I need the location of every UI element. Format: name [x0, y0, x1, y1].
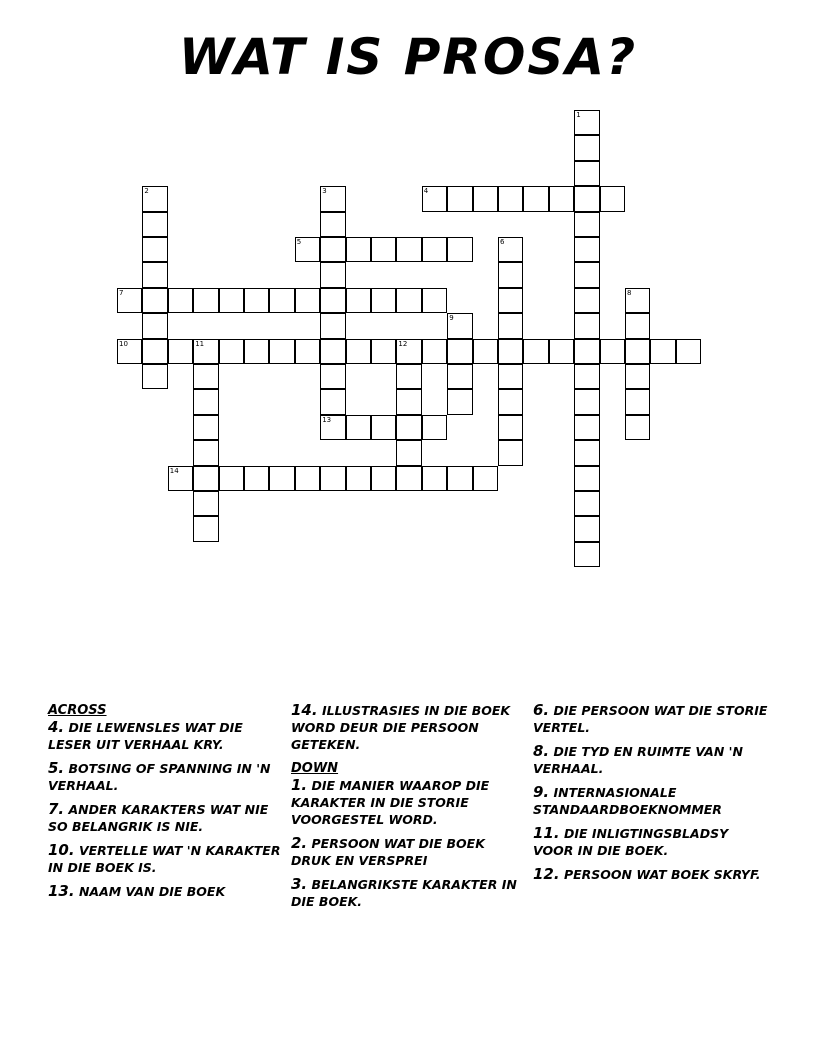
clues-column-3: [533, 702, 769, 890]
grid-cell[interactable]: [193, 516, 218, 541]
clues-column-1: [48, 702, 284, 907]
grid-clue-number: 14: [169, 466, 179, 475]
grid-cell[interactable]: [346, 466, 371, 491]
grid-cell[interactable]: [142, 313, 167, 338]
grid-cell[interactable]: [295, 237, 320, 262]
clue-text: DIE TYD EN RUIMTE VAN 'N VERHAAL.: [533, 744, 743, 776]
grid-cell[interactable]: [219, 466, 244, 491]
grid-cell[interactable]: [396, 415, 421, 440]
grid-cell[interactable]: [320, 466, 345, 491]
grid-cell[interactable]: [422, 339, 447, 364]
grid-cell[interactable]: [574, 212, 599, 237]
grid-cell[interactable]: [371, 288, 396, 313]
grid-cell[interactable]: [625, 415, 650, 440]
clue-number: 10.: [48, 841, 75, 859]
grid-clue-number: 9: [449, 314, 454, 323]
grid-cell[interactable]: [574, 186, 599, 211]
clue-text: DIE MANIER WAAROP DIE KARAKTER IN DIE STORIE VOORGESTEL WORD.: [291, 778, 490, 827]
clue-down-6: [533, 702, 769, 736]
clue-text: VERTELLE WAT 'N KARAKTER IN DIE BOEK IS.: [48, 843, 281, 875]
grid-cell[interactable]: [574, 135, 599, 160]
grid-cell[interactable]: [371, 237, 396, 262]
grid-cell[interactable]: [142, 339, 167, 364]
clue-across-13: [48, 883, 284, 900]
grid-cell[interactable]: [295, 339, 320, 364]
grid-clue-number: 1: [576, 111, 581, 119]
grid-cell[interactable]: [168, 466, 193, 491]
grid-cell[interactable]: [244, 466, 269, 491]
grid-cell[interactable]: [574, 110, 599, 135]
grid-cell[interactable]: [574, 364, 599, 389]
clue-down-12: [533, 866, 769, 883]
grid-cell[interactable]: [498, 440, 523, 465]
clue-across-5: [48, 760, 284, 794]
grid-cell[interactable]: [193, 389, 218, 414]
grid-cell[interactable]: [498, 262, 523, 287]
grid-cell[interactable]: [650, 339, 675, 364]
grid-cell[interactable]: [498, 389, 523, 414]
grid-cell[interactable]: [193, 364, 218, 389]
grid-cell[interactable]: [625, 364, 650, 389]
grid-cell[interactable]: [396, 440, 421, 465]
grid-cell[interactable]: [117, 339, 142, 364]
grid-cell[interactable]: [396, 389, 421, 414]
grid-cell[interactable]: [193, 415, 218, 440]
clue-across-7: [48, 801, 284, 835]
grid-cell[interactable]: [498, 237, 523, 262]
grid-clue-number: 13: [322, 415, 332, 424]
grid-cell[interactable]: [574, 542, 599, 567]
grid-cell[interactable]: [574, 491, 599, 516]
grid-cell[interactable]: [320, 186, 345, 211]
grid-clue-number: 5: [296, 238, 302, 246]
grid-cell[interactable]: [371, 339, 396, 364]
clue-number: 14.: [291, 701, 318, 719]
clue-text: DIE PERSOON WAT DIE STORIE VERTEL.: [533, 703, 768, 735]
grid-cell[interactable]: [142, 262, 167, 287]
grid-cell[interactable]: [600, 186, 625, 211]
grid-cell[interactable]: [625, 389, 650, 414]
grid-cell[interactable]: [447, 466, 472, 491]
grid-clue-number: 12: [398, 339, 408, 348]
grid-cell[interactable]: [422, 466, 447, 491]
grid-cell[interactable]: [142, 212, 167, 237]
grid-cell[interactable]: [574, 440, 599, 465]
clue-down-2: [291, 835, 527, 869]
clue-text: NAAM VAN DIE BOEK: [78, 884, 226, 899]
grid-cell[interactable]: [447, 313, 472, 338]
grid-cell[interactable]: [574, 339, 599, 364]
grid-cell[interactable]: [320, 389, 345, 414]
grid-cell[interactable]: [422, 288, 447, 313]
clue-down-9: [533, 784, 769, 818]
grid-cell[interactable]: [574, 313, 599, 338]
grid-cell[interactable]: [269, 466, 294, 491]
grid-cell[interactable]: [396, 288, 421, 313]
grid-cell[interactable]: [447, 339, 472, 364]
clue-number: 11.: [533, 824, 560, 842]
grid-cell[interactable]: [142, 237, 167, 262]
grid-clue-number: 4: [423, 187, 429, 196]
grid-cell[interactable]: [574, 415, 599, 440]
grid-cell[interactable]: [117, 288, 142, 313]
grid-cell[interactable]: [422, 186, 447, 211]
grid-cell[interactable]: [168, 288, 193, 313]
grid-clue-number: 3: [322, 187, 327, 196]
clue-down-1: [291, 777, 527, 828]
clue-number: 8.: [533, 742, 550, 760]
grid-cell[interactable]: [447, 186, 472, 211]
grid-cell[interactable]: [574, 262, 599, 287]
clue-text: DIE INLIGTINGSBLADSY VOOR IN DIE BOEK.: [533, 826, 729, 858]
grid-cell[interactable]: [193, 491, 218, 516]
grid-clue-number: 7: [119, 288, 124, 297]
across-heading: ACROSS: [48, 703, 107, 718]
clues-column-2: [291, 702, 527, 917]
grid-cell[interactable]: [498, 288, 523, 313]
grid-cell[interactable]: [346, 237, 371, 262]
grid-cell[interactable]: [574, 237, 599, 262]
clue-number: 9.: [533, 783, 550, 801]
grid-cell[interactable]: [295, 466, 320, 491]
grid-cell[interactable]: [447, 389, 472, 414]
grid-clue-number: 8: [627, 288, 632, 297]
grid-cell[interactable]: [574, 389, 599, 414]
grid-cell[interactable]: [422, 237, 447, 262]
grid-cell[interactable]: [320, 364, 345, 389]
grid-cell[interactable]: [219, 288, 244, 313]
grid-cell[interactable]: [396, 237, 421, 262]
grid-cell[interactable]: [422, 415, 447, 440]
grid-cell[interactable]: [346, 288, 371, 313]
grid-cell[interactable]: [498, 339, 523, 364]
grid-cell[interactable]: [549, 186, 574, 211]
grid-cell[interactable]: [142, 288, 167, 313]
clue-text: BOTSING OF SPANNING IN 'N VERHAAL.: [48, 761, 271, 793]
grid-cell[interactable]: [523, 339, 548, 364]
grid-cell[interactable]: [320, 313, 345, 338]
grid-cell[interactable]: [320, 415, 345, 440]
down-heading: DOWN: [291, 761, 339, 776]
clue-number: 1.: [291, 776, 308, 794]
clue-number: 6.: [533, 701, 550, 719]
grid-cell[interactable]: [396, 466, 421, 491]
clue-number: 5.: [48, 759, 65, 777]
clue-number: 3.: [291, 875, 308, 893]
grid-cell[interactable]: [625, 313, 650, 338]
grid-cell[interactable]: [447, 237, 472, 262]
clue-down-3: [291, 876, 527, 910]
grid-cell[interactable]: [193, 466, 218, 491]
clue-text: BELANGRIKSTE KARAKTER IN DIE BOEK.: [291, 877, 517, 909]
clue-number: 2.: [291, 834, 308, 852]
grid-cell[interactable]: [320, 237, 345, 262]
clue-across-4: [48, 719, 284, 753]
grid-cell[interactable]: [320, 288, 345, 313]
grid-cell[interactable]: [447, 364, 472, 389]
clue-across-14: [291, 702, 527, 753]
grid-cell[interactable]: [523, 186, 548, 211]
grid-cell[interactable]: [498, 415, 523, 440]
grid-cell[interactable]: [549, 339, 574, 364]
grid-cell[interactable]: [219, 339, 244, 364]
clue-across-10: [48, 842, 284, 876]
clue-number: 13.: [48, 882, 75, 900]
grid-cell[interactable]: [473, 466, 498, 491]
clue-text: INTERNASIONALE STANDAARDBOEKNOMMER: [533, 785, 722, 817]
grid-cell[interactable]: [320, 262, 345, 287]
grid-cell[interactable]: [625, 288, 650, 313]
grid-cell[interactable]: [625, 339, 650, 364]
grid-cell[interactable]: [498, 186, 523, 211]
clue-text: DIE LEWENSLES WAT DIE LESER UIT VERHAAL KRY.: [48, 720, 243, 752]
grid-cell[interactable]: [168, 339, 193, 364]
grid-clue-number: 2: [144, 187, 149, 196]
clue-number: 7.: [48, 800, 65, 818]
grid-clue-number: 10: [119, 339, 128, 348]
grid-cell[interactable]: [320, 339, 345, 364]
grid-cell[interactable]: [574, 466, 599, 491]
grid-cell[interactable]: [574, 288, 599, 313]
clue-number: 12.: [533, 865, 560, 883]
grid-cell[interactable]: [269, 288, 294, 313]
grid-cell[interactable]: [574, 161, 599, 186]
grid-cell[interactable]: [498, 313, 523, 338]
grid-clue-number: 11: [195, 339, 205, 348]
grid-cell[interactable]: [193, 339, 218, 364]
grid-cell[interactable]: [244, 288, 269, 313]
clue-text: ILLUSTRASIES IN DIE BOEK WORD DEUR DIE PERSOON GETEKEN.: [291, 703, 511, 752]
grid-cell[interactable]: [142, 186, 167, 211]
clue-down-8: [533, 743, 769, 777]
grid-cell[interactable]: [193, 440, 218, 465]
page-title: WAT IS PROSA?: [178, 28, 638, 86]
grid-cell[interactable]: [244, 339, 269, 364]
clue-text: PERSOON WAT DIE BOEK DRUK EN VERSPREI: [291, 836, 485, 868]
grid-cell[interactable]: [269, 339, 294, 364]
clue-text: ANDER KARAKTERS WAT NIE SO BELANGRIK IS NIE.: [48, 802, 269, 834]
grid-cell[interactable]: [371, 466, 396, 491]
grid-cell[interactable]: [193, 288, 218, 313]
grid-cell[interactable]: [371, 415, 396, 440]
clue-number: 4.: [48, 718, 65, 736]
grid-cell[interactable]: [473, 339, 498, 364]
grid-cell[interactable]: [346, 415, 371, 440]
grid-cell[interactable]: [295, 288, 320, 313]
grid-cell[interactable]: [142, 364, 167, 389]
grid-cell[interactable]: [346, 339, 371, 364]
grid-cell[interactable]: [396, 339, 421, 364]
grid-cell[interactable]: [574, 516, 599, 541]
grid-cell[interactable]: [320, 212, 345, 237]
clue-down-11: [533, 825, 769, 859]
grid-cell[interactable]: [396, 364, 421, 389]
clue-text: PERSOON WAT BOEK SKRYF.: [563, 867, 761, 882]
grid-cell[interactable]: [473, 186, 498, 211]
grid-clue-number: 6: [500, 238, 505, 246]
grid-cell[interactable]: [676, 339, 701, 364]
grid-cell[interactable]: [498, 364, 523, 389]
grid-cell[interactable]: [600, 339, 625, 364]
